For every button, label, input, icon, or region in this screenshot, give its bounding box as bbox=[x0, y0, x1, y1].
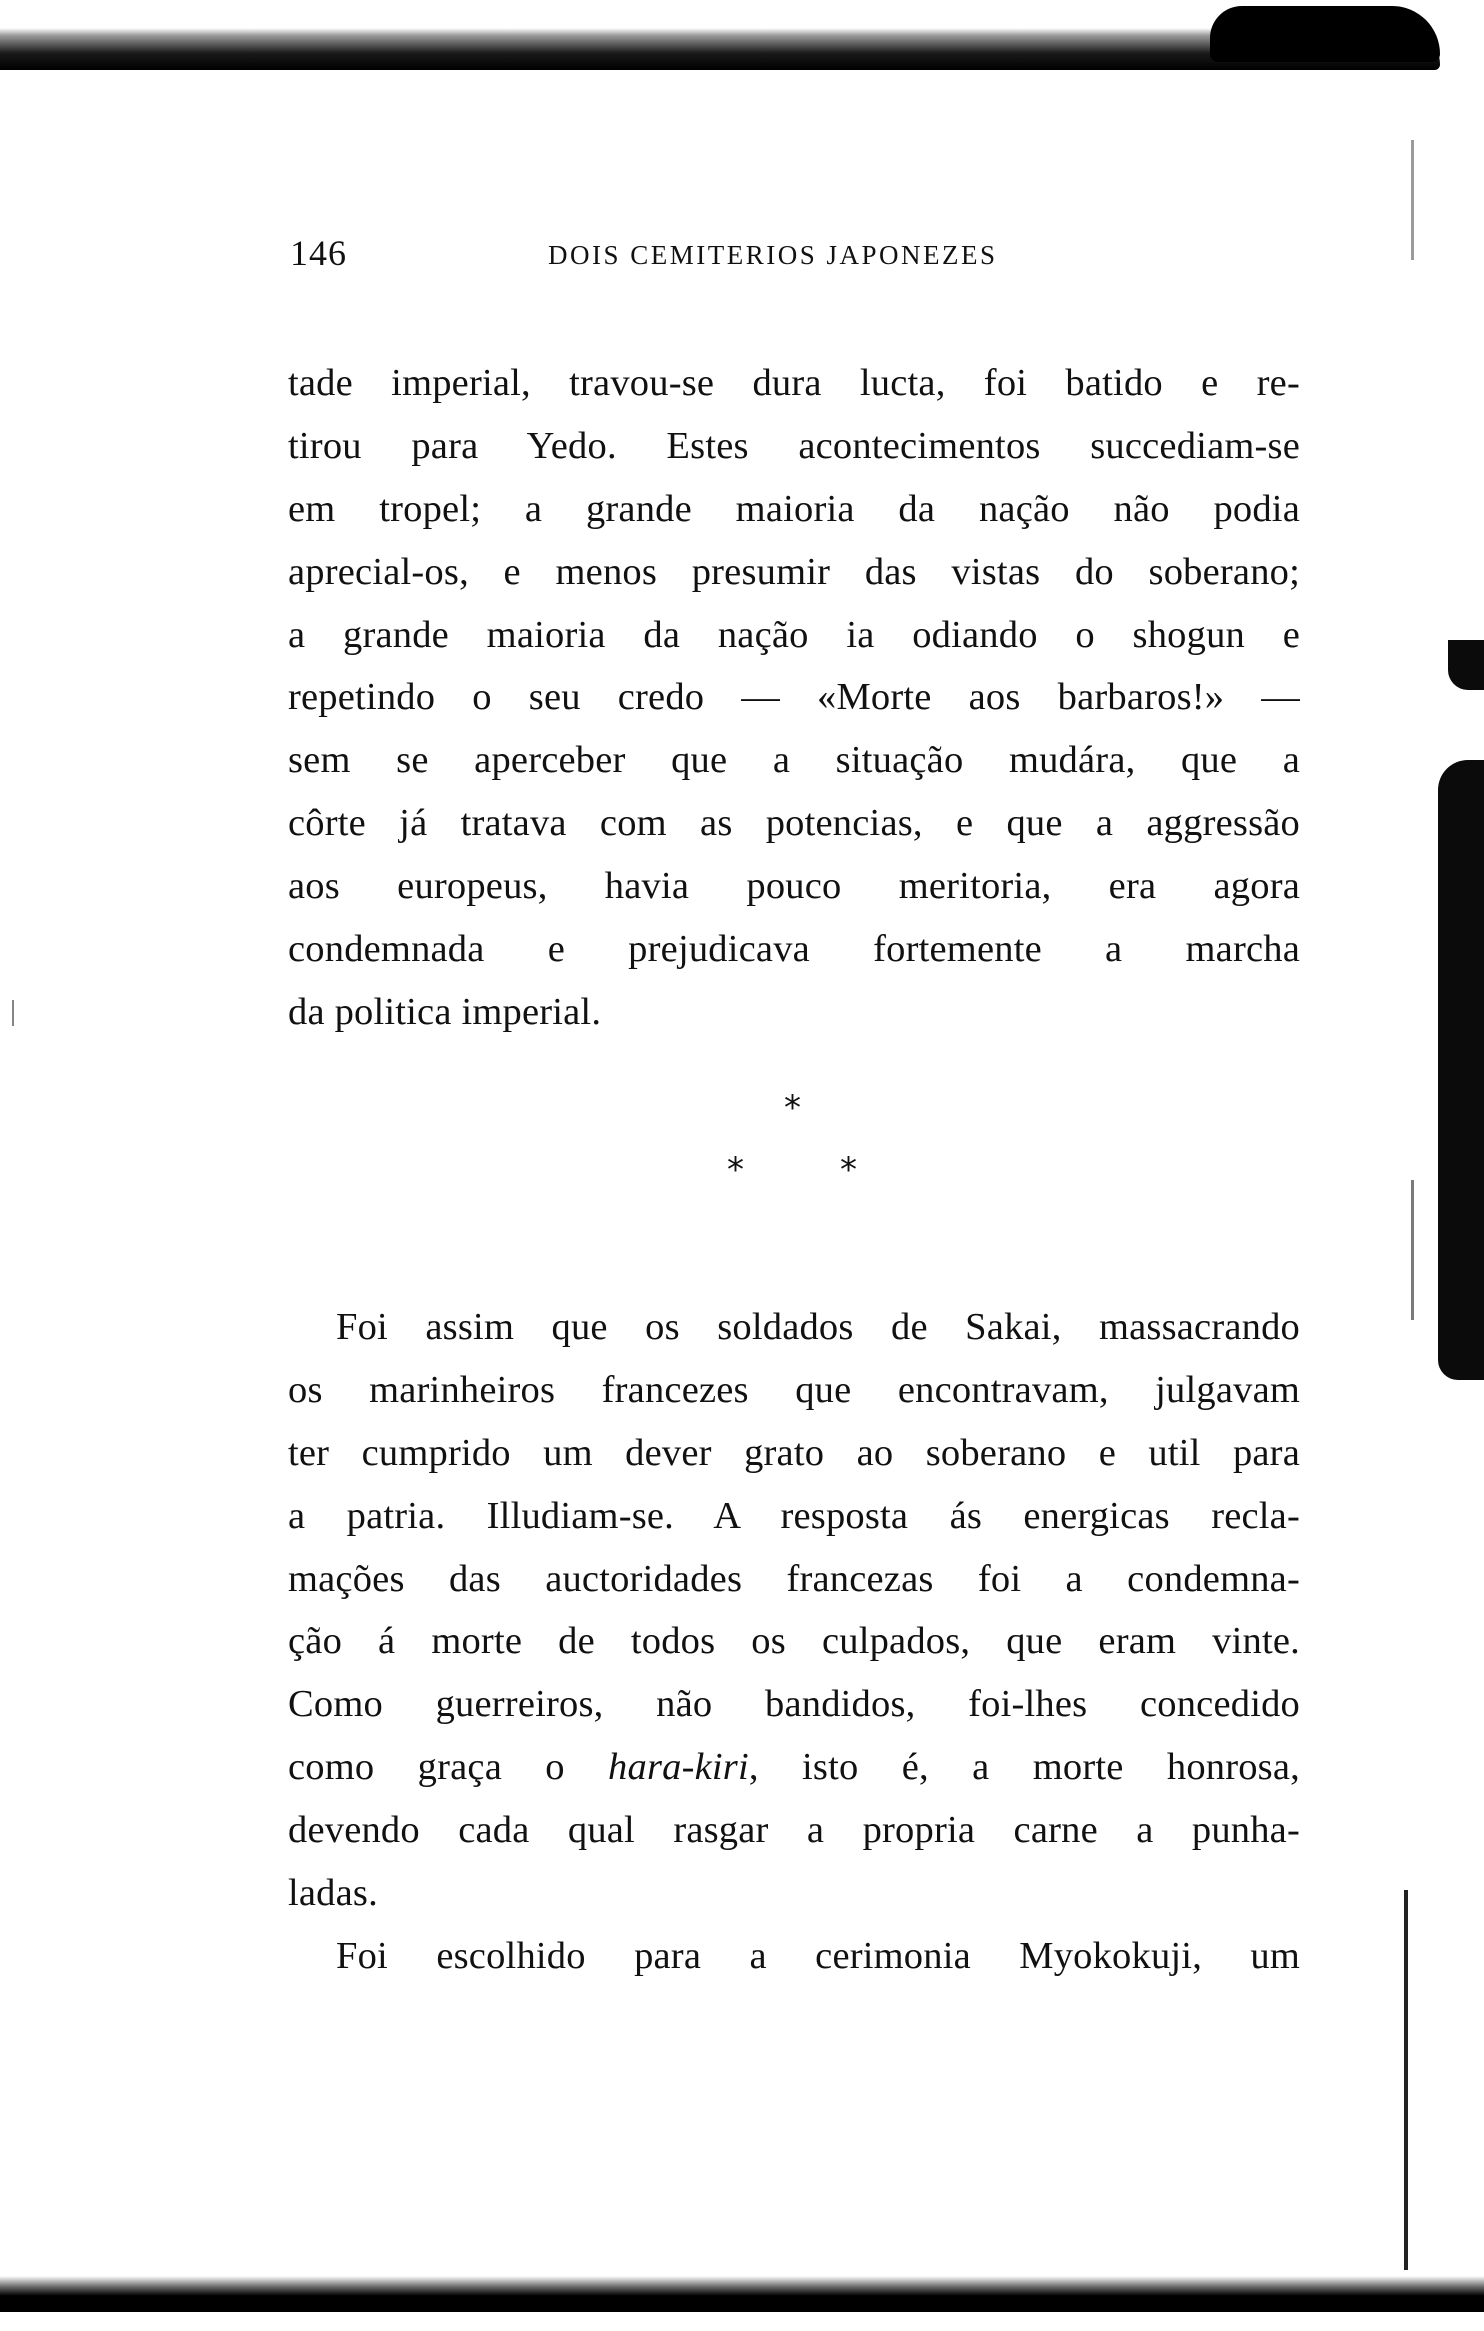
text-line: devendo cada qual rasgar a propria carne a punha- bbox=[288, 1809, 1300, 1852]
text-line: ter cumprido um dever grato ao soberano e util para bbox=[288, 1431, 1300, 1474]
text-line: da politica imperial. bbox=[288, 990, 602, 1033]
text-line: a grande maioria da nação ia odiando o shogun e bbox=[288, 613, 1300, 656]
asterisk-icon: * bbox=[727, 1150, 744, 1190]
text-line: Como guerreiros, não bandidos, foi-lhes concedido bbox=[288, 1683, 1300, 1726]
scan-line bbox=[1404, 1890, 1408, 2270]
text-line: Foi escolhido para a cerimonia Myokokuji, um bbox=[336, 1934, 1300, 1977]
page-number: 146 bbox=[290, 233, 347, 273]
scan-mark bbox=[12, 1000, 14, 1026]
text-line: Foi assim que os soldados de Sakai, massacrando bbox=[336, 1306, 1300, 1348]
asterisk-icon: * bbox=[784, 1088, 801, 1128]
scan-edge-right bbox=[1438, 760, 1484, 1380]
scan-line bbox=[1411, 1180, 1414, 1320]
text-line: aprecial-os, e menos presumir das vistas do soberano; bbox=[288, 550, 1300, 593]
scan-edge-right bbox=[1448, 640, 1484, 690]
italic-term: hara-kiri bbox=[608, 1746, 749, 1789]
text-line: ção á morte de todos os culpados, que eram vinte. bbox=[288, 1620, 1300, 1663]
scan-edge-bottom bbox=[0, 2276, 1484, 2312]
text-line: aos europeus, havia pouco meritoria, era agora bbox=[288, 865, 1300, 908]
running-header bbox=[290, 232, 1050, 282]
scan-blot bbox=[1210, 6, 1440, 62]
text-line: tirou para Yedo. Estes acontecimentos succediam-se bbox=[288, 424, 1300, 467]
text-line-with-emphasis bbox=[288, 1736, 1300, 1799]
text-line: ladas. bbox=[288, 1872, 378, 1915]
paragraph bbox=[288, 1296, 1300, 1988]
text-line: a patria. Illudiam-se. A resposta ás energicas recla- bbox=[288, 1494, 1300, 1537]
text-line: condemnada e prejudicava fortemente a marcha bbox=[288, 928, 1300, 971]
text-line: côrte já tratava com as potencias, e que a aggressão bbox=[288, 802, 1300, 845]
asterisk-icon: * bbox=[840, 1150, 857, 1190]
text-segment: , isto é, a morte honrosa, bbox=[748, 1746, 1300, 1789]
scan-line bbox=[1411, 140, 1414, 260]
text-line: tade imperial, travou-se dura lucta, foi batido e re- bbox=[288, 362, 1300, 404]
section-break-asterism bbox=[700, 1088, 900, 1198]
text-line: sem se aperceber que a situação mudára, que a bbox=[288, 739, 1300, 782]
text-line: repetindo o seu credo — «Morte aos barbaros!» — bbox=[288, 676, 1300, 719]
text-line: em tropel; a grande maioria da nação não podia bbox=[288, 487, 1300, 530]
running-title: DOIS CEMITERIOS JAPONEZES bbox=[548, 240, 998, 270]
text-segment: como graça o bbox=[288, 1746, 609, 1789]
text-line: os marinheiros francezes que encontravam, julgavam bbox=[288, 1368, 1300, 1411]
paragraph-continued bbox=[288, 352, 1300, 1044]
text-line: mações das auctoridades francezas foi a condemna- bbox=[288, 1557, 1300, 1600]
